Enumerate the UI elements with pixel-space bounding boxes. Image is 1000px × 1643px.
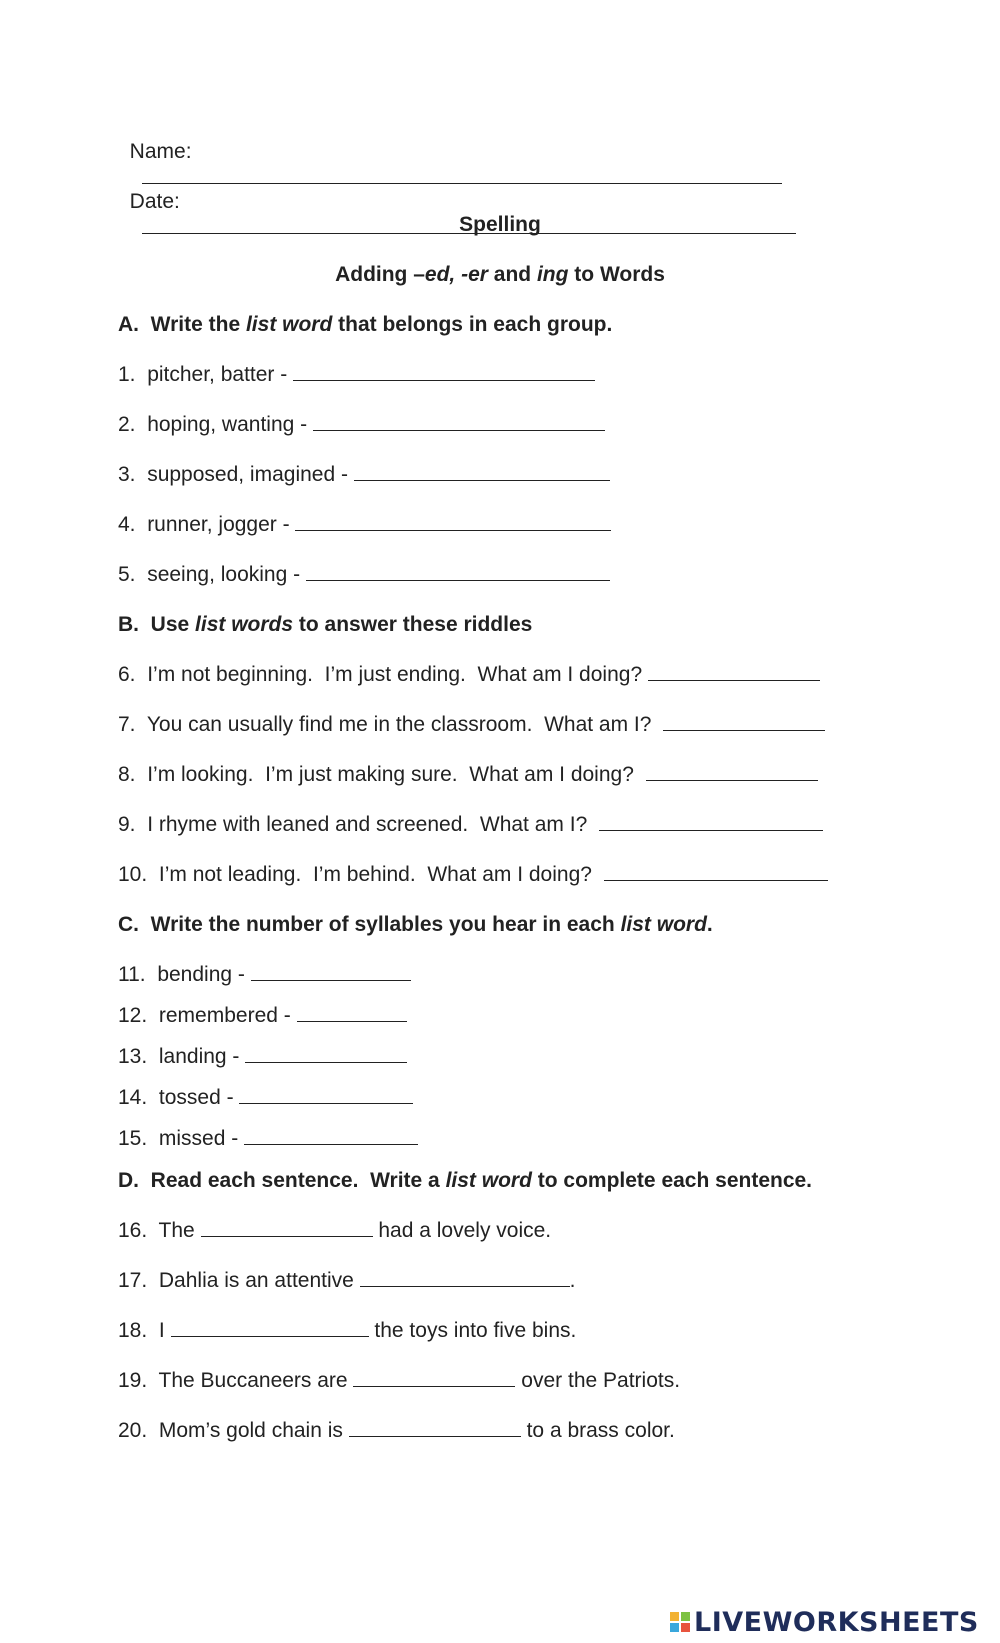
section-b-heading: B. Use list words to answer these riddles [118, 613, 533, 636]
answer-input-2[interactable] [313, 412, 605, 431]
list-item: 6. I’m not beginning. I’m just ending. What am I doing? [118, 662, 820, 688]
worksheet-subtitle: Adding –ed, -er and ing to Words [335, 263, 665, 286]
section-d-heading: D. Read each sentence. Write a list word to complete each sentence. [118, 1169, 813, 1192]
date-label: Date: [129, 190, 180, 213]
list-item: 19. The Buccaneers are over the Patriots. [118, 1369, 681, 1392]
answer-input-12[interactable] [297, 1003, 407, 1022]
section-a-heading: A. Write the list word that belongs in each group. [118, 313, 613, 336]
list-item: 18. I the toys into five bins. [118, 1319, 577, 1342]
answer-input-3[interactable] [354, 462, 610, 481]
answer-input-17[interactable] [360, 1268, 570, 1287]
answer-input-16[interactable] [201, 1218, 373, 1237]
list-item: 5. seeing, looking - [118, 562, 610, 588]
list-item: 1. pitcher, batter - [118, 362, 595, 388]
answer-input-13[interactable] [245, 1044, 407, 1063]
answer-input-15[interactable] [244, 1126, 418, 1145]
answer-input-10[interactable] [604, 862, 828, 881]
worksheet-title: Spelling [459, 213, 541, 236]
answer-input-18[interactable] [171, 1318, 369, 1337]
liveworksheets-mark-icon [670, 1612, 690, 1632]
list-item: 10. I’m not leading. I’m behind. What am I doing? [118, 862, 828, 888]
answer-input-7[interactable] [663, 712, 825, 731]
answer-input-4[interactable] [295, 512, 611, 531]
answer-input-6[interactable] [648, 662, 820, 681]
answer-input-1[interactable] [293, 362, 595, 381]
list-item: 12. remembered - [118, 1003, 407, 1029]
list-item: 13. landing - [118, 1044, 407, 1070]
answer-input-9[interactable] [599, 812, 823, 831]
list-item: 9. I rhyme with leaned and screened. What am I? [118, 812, 823, 838]
section-c-heading: C. Write the number of syllables you hear in each list word. [118, 913, 713, 936]
logo-text: LIVEWORKSHEETS [694, 1606, 979, 1638]
answer-input-8[interactable] [646, 762, 818, 781]
list-item: 15. missed - [118, 1126, 418, 1152]
list-item: 3. supposed, imagined - [118, 462, 610, 488]
mark-square-icon [670, 1612, 679, 1621]
list-item: 14. tossed - [118, 1085, 413, 1111]
list-item: 7. You can usually find me in the classroom. What am I? [118, 712, 825, 738]
liveworksheets-logo [670, 1601, 1000, 1643]
list-item: 11. bending - [118, 962, 411, 988]
answer-input-5[interactable] [306, 562, 610, 581]
answer-input-14[interactable] [239, 1085, 413, 1104]
list-item: 17. Dahlia is an attentive . [118, 1269, 576, 1292]
mark-square-icon [670, 1623, 679, 1632]
list-item: 16. The had a lovely voice. [118, 1219, 552, 1242]
answer-input-20[interactable] [349, 1418, 521, 1437]
name-label: Name: [129, 140, 192, 163]
mark-square-icon [681, 1612, 690, 1621]
list-item: 20. Mom’s gold chain is to a brass color. [118, 1419, 675, 1442]
list-item: 2. hoping, wanting - [118, 412, 605, 438]
answer-input-11[interactable] [251, 962, 411, 981]
list-item: 8. I’m looking. I’m just making sure. What am I doing? [118, 762, 818, 788]
list-item: 4. runner, jogger - [118, 512, 611, 538]
mark-square-icon [681, 1623, 690, 1632]
answer-input-19[interactable] [353, 1368, 515, 1387]
